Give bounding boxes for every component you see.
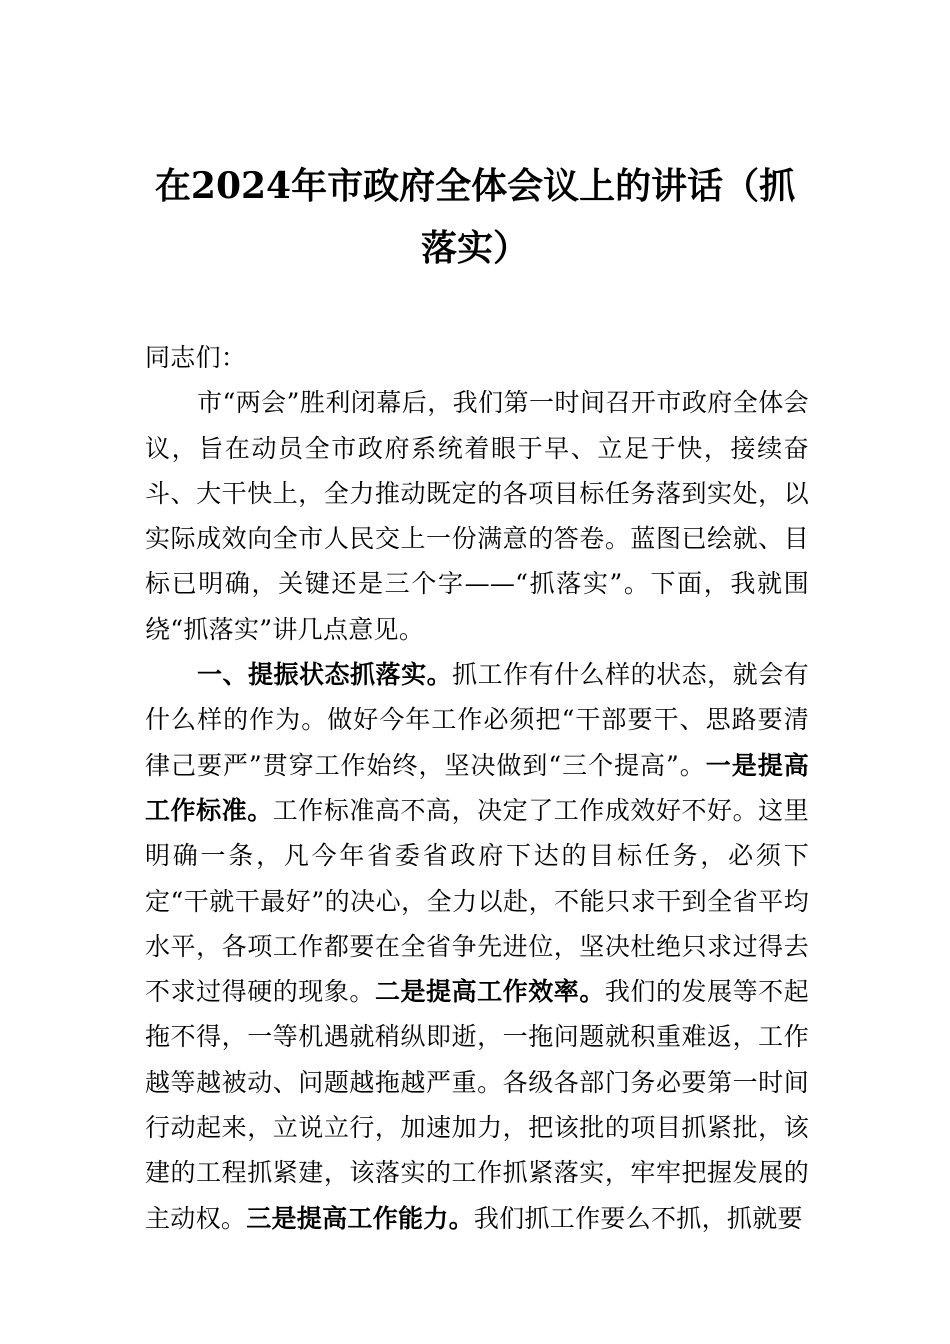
point-1-heading: 一是提高工作标准。 bbox=[145, 750, 810, 825]
point-3-text: 我们抓工作要么不抓，抓就要 bbox=[473, 1203, 803, 1233]
intro-paragraph: 市“两会”胜利闭幕后，我们第一时间召开市政府全体会议，旨在动员全市政府系统着眼于早、立足于快，接续奋斗、大干快上，全力推动既定的各项目标任务落到实处，以实际成效向全市人民交上一份满意的答卷。蓝图已绘就、目标已明确，关键还是三个字——“抓落实”。下面，我就围绕“抓落实”讲几点意见。 bbox=[145, 388, 809, 644]
salutation: 同志们： bbox=[145, 343, 247, 372]
document-body bbox=[145, 335, 809, 1241]
section-1-text: 抓工作有什么样的状态，就会有什么样的作为。做好今年工作必须把“干部要干、思路要清律己要严”贯穿工作始终，坚决做到“三个提高”。 bbox=[145, 660, 809, 780]
document-title: 在2024年市政府全体会议上的讲话（抓落实） bbox=[154, 165, 796, 269]
section-1-heading: 一、提振状态抓落实。 bbox=[197, 660, 453, 690]
section-1-paragraph bbox=[145, 652, 809, 1241]
point-3-heading: 三是提高工作能力。 bbox=[246, 1203, 474, 1233]
point-2-heading: 二是提高工作效率。 bbox=[374, 977, 605, 1007]
point-2-text: 我们的发展等不起拖不得，一等机遇就稍纵即逝，一拖问题就积重难返，工作越等越被动、问题越拖越严重。各级各部门务必要第一时间行动起来，立说立行，加速加力，把该批的项目抓紧批，该建的工程抓紧建，该落实的工作抓紧落实，牢牢把握发展的主动权。 bbox=[145, 977, 810, 1233]
point-1-text: 工作标准高不高，决定了工作成效好不好。这里明确一条，凡今年省委省政府下达的目标任务，必须下定“干就干最好”的决心，全力以赴，不能只求干到全省平均水平，各项工作都要在全省争先进位，坚决杜绝只求过得去不求过得硬的现象。 bbox=[145, 795, 809, 1007]
